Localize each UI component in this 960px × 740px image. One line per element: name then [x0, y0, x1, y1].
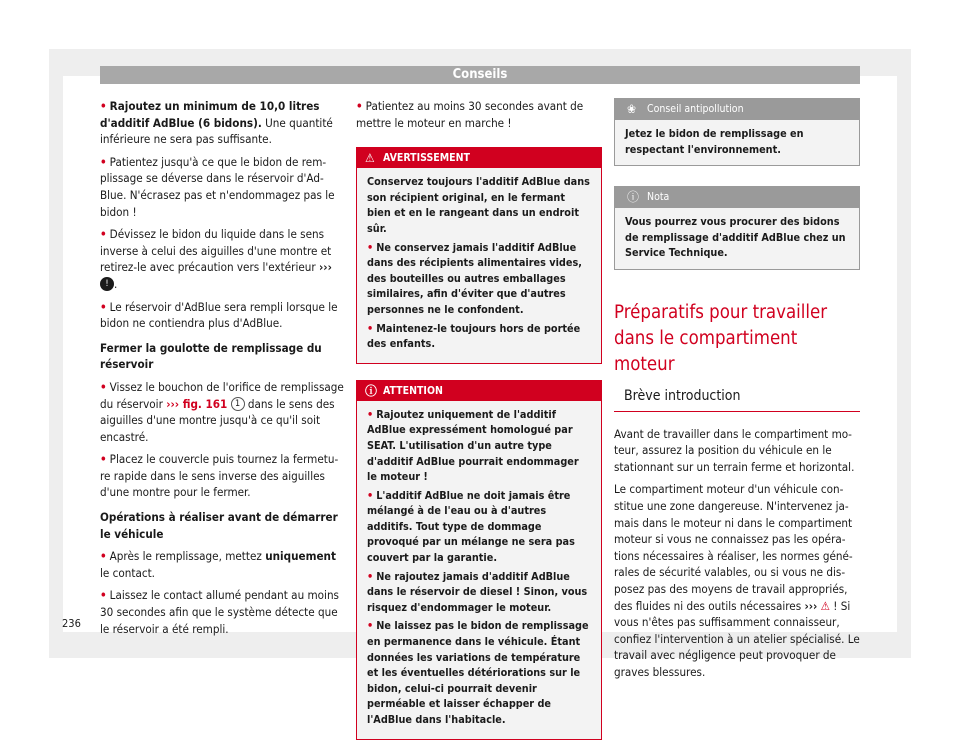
- bullet-icon: •: [100, 154, 107, 169]
- bullet-icon: •: [367, 407, 374, 421]
- bullet-icon: •: [367, 240, 374, 254]
- text: Ne conservez jamais l'additif AdBlue dans des récipients alimentaires vides, des bouteilles ou autres emballages similaires, afin d'éviter que d'autres personnes ne le confondent.: [367, 240, 582, 316]
- list-item: [100, 98, 344, 148]
- bullet-icon: •: [100, 452, 107, 467]
- eco-tip-header: [615, 99, 859, 120]
- column-right: [614, 98, 860, 686]
- text: Patientez au moins 30 secondes avant de mettre le moteur en marche !: [356, 99, 584, 130]
- exclamation-circle-icon: ⓘ: [365, 383, 378, 398]
- warning-marker-icon: !: [100, 277, 114, 291]
- list-item: [100, 299, 344, 332]
- attention-box: [356, 380, 602, 740]
- subheading: Fermer la goulotte de remplissage du réservoir: [100, 340, 322, 372]
- bullet-icon: •: [367, 569, 374, 583]
- paragraph: [614, 481, 860, 680]
- note-title: Nota: [647, 191, 670, 204]
- list-item: [367, 321, 591, 352]
- text: Vissez le bouchon de l'orifice de remplissage du réservoir: [100, 379, 344, 411]
- attention-box-header: [357, 381, 601, 401]
- text: Le compartiment moteur d'un véhicule constitue une zone dangereuse. N'intervenez jamais dans le moteur ni dans le compartiment moteur si vous ne connaissez pas les opérations nécessaires à réaliser, les normes générales de sécurité valables, ou si vous ne disposez pas des moyens de travail appropriés, des fluides ni des outils nécessaires: [614, 482, 853, 613]
- eco-tip-title: Conseil antipollution: [647, 103, 744, 115]
- text: Une quantité inférieure ne sera pas suffisante.: [100, 115, 333, 147]
- chapter-header: Conseils: [100, 66, 860, 84]
- warning-triangle-icon: ⚠: [365, 151, 375, 166]
- bullet-icon: •: [100, 379, 107, 394]
- text: Laissez le contact allumé pendant au moins 30 secondes afin que le système détecte que le réservoir a été rempli.: [100, 588, 339, 636]
- bullet-icon: •: [356, 99, 363, 113]
- note-header: [615, 187, 859, 208]
- paragraph: Avant de travailler dans le compartiment moteur, assurez la position du véhicule en le stationnant sur un terrain ferme et horizontal.: [614, 426, 855, 474]
- cross-reference-link[interactable]: ›››: [804, 598, 818, 613]
- bullet-icon: •: [367, 619, 374, 633]
- leaf-icon: ❀: [627, 102, 637, 116]
- section-title: Préparatifs pour travailler dans le compartiment moteur: [614, 301, 828, 375]
- cross-reference-link[interactable]: ›››: [318, 260, 332, 275]
- text: ! Si vous n'êtes pas suffisamment connaisseur, confiez l'intervention à un atelier spécialisé. Le travail avec négligence peut provoquer de graves blessures.: [614, 598, 860, 679]
- text: le contact.: [100, 565, 155, 580]
- warning-intro: Conservez toujours l'additif AdBlue dans son récipient original, en le fermant bien et en le rangeant dans un endroit sûr.: [367, 175, 590, 235]
- figure-link[interactable]: ››› fig. 161: [166, 396, 228, 411]
- warning-box-header: [357, 148, 601, 168]
- text: Dévissez le bidon du liquide dans le sens inverse à celui des aiguilles d'une montre et retirez-le avec précaution vers l'extérieur: [100, 227, 332, 275]
- info-icon: ⓘ: [627, 190, 640, 205]
- text: dans le sens des aiguilles d'une montre jusqu'à ce qu'il soit encastré.: [100, 396, 335, 444]
- list-item: [100, 587, 344, 637]
- list-item: • Dévissez le bidon du liquide dans le sens inverse à celui des aiguilles d'une montre et retirez-le avec précaution vers l'extérieur ››› ! .: [100, 227, 332, 291]
- text: Maintenez-le toujours hors de portée des enfants.: [367, 321, 581, 351]
- column-middle: [356, 98, 602, 740]
- eco-tip-box: [614, 98, 860, 166]
- bullet-icon: •: [100, 299, 107, 314]
- list-item: [367, 488, 591, 566]
- bullet-icon: •: [100, 99, 107, 113]
- text-bold: uniquement: [265, 549, 336, 564]
- warning-title: AVERTISSEMENT: [383, 152, 470, 165]
- list-item: [367, 569, 591, 616]
- text: L'additif AdBlue ne doit jamais être mélangé à de l'eau ou à d'autres additifs. Tout type de dommage provoqué par un mélange ne sera pas couvert par la garantie.: [367, 488, 575, 565]
- list-item: [367, 240, 591, 318]
- text: Après le remplissage, mettez: [109, 549, 266, 564]
- bullet-icon: •: [100, 227, 107, 242]
- text: Patientez jusqu'à ce que le bidon de remplissage se déverse dans le réservoir d'AdBlue. N'écrasez pas et n'endommagez pas le bidon !: [100, 154, 335, 219]
- subheading: Opérations à réaliser avant de démarrer le véhicule: [100, 510, 338, 541]
- text: Le réservoir d'AdBlue sera rempli lorsque le bidon ne contiendra plus d'AdBlue.: [100, 299, 338, 331]
- text: Rajoutez uniquement de l'additif AdBlue expressément homologué par SEAT. L'utilisation d'un autre type d'additif AdBlue pourrait endommager le moteur !: [367, 407, 579, 484]
- list-item: [100, 379, 344, 445]
- list-item: [367, 618, 591, 727]
- text: Ne rajoutez jamais d'additif AdBlue dans le réservoir de diesel ! Sinon, vous risquez d'endommager le moteur.: [367, 569, 588, 614]
- bullet-icon: •: [367, 488, 374, 502]
- list-item: [100, 548, 344, 581]
- warning-box: [356, 147, 602, 364]
- section-subtitle: Brève introduction: [614, 384, 860, 412]
- figure-callout-number: 1: [231, 397, 245, 411]
- warning-triangle-icon: ⚠: [820, 598, 830, 613]
- bullet-icon: •: [100, 588, 107, 603]
- text-bold: Rajoutez un minimum de 10,0 litres d'additif AdBlue (6 bidons).: [100, 99, 320, 130]
- list-item: [356, 98, 602, 131]
- attention-box-body: [357, 401, 601, 739]
- page-number: 236: [62, 617, 81, 630]
- column-left: [100, 98, 344, 643]
- attention-title: ATTENTION: [383, 384, 443, 397]
- list-item: [100, 451, 344, 501]
- eco-tip-body: Jetez le bidon de remplissage en respectant l'environnement.: [625, 127, 804, 156]
- note-box: [614, 186, 860, 270]
- text: Placez le couvercle puis tournez la fermeture rapide dans le sens inverse des aiguilles d'une montre pour le fermer.: [100, 452, 339, 500]
- warning-box-body: [357, 168, 601, 363]
- bullet-icon: •: [367, 321, 374, 335]
- list-item: [367, 407, 591, 485]
- bullet-icon: •: [100, 549, 107, 564]
- text: Ne laissez pas le bidon de remplissage en permanence dans le véhicule. Étant données les variations de température et les éventuelles détériorations sur le bidon, celui-ci pourrait devenir perméable et laisser échapper de l'AdBlue dans l'habitacle.: [367, 619, 589, 726]
- note-body: Vous pourrez vous procurer des bidons de remplissage d'additif AdBlue chez un Service Technique.: [625, 215, 846, 260]
- list-item: [100, 154, 344, 220]
